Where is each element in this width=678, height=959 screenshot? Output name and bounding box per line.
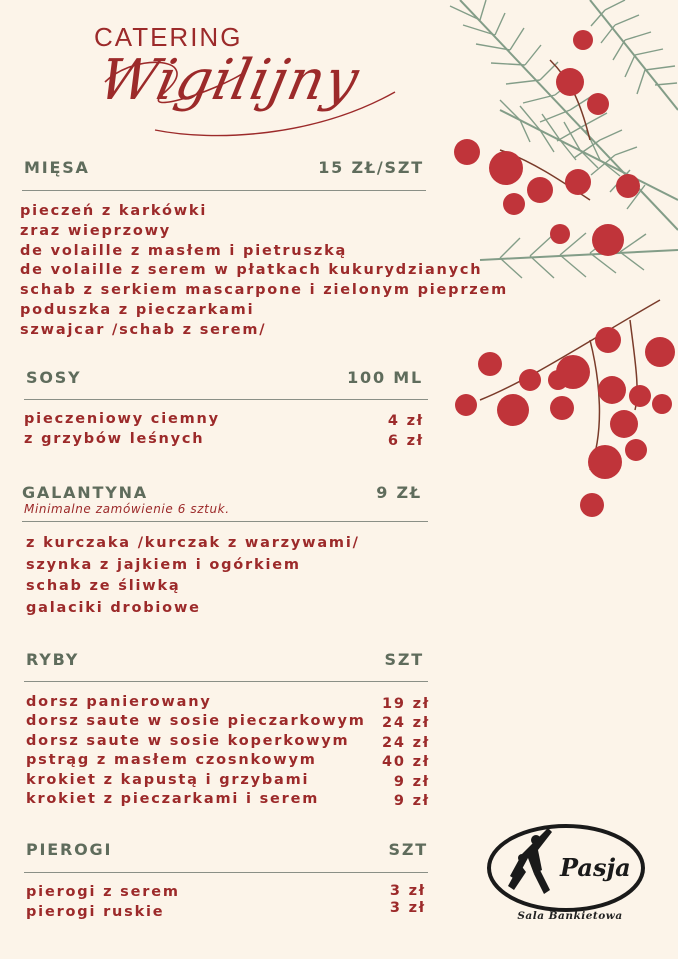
- price-value: 6 zł: [387, 432, 424, 449]
- list-item: zraz wieprzowy: [20, 222, 172, 239]
- list-item: pstrąg z masłem czosnkowym: [26, 752, 317, 769]
- section-price-pierogi: SZT: [388, 840, 428, 859]
- section-price-miesa: 15 ZŁ/SZT: [318, 158, 424, 177]
- list-item: de volaille z serem w płatkach kukurydzianych: [20, 262, 483, 279]
- divider: [24, 681, 428, 682]
- section-price-galantyna: 9 ZŁ: [376, 483, 422, 502]
- list-item: dorsz saute w sosie koperkowym: [26, 732, 350, 749]
- list-item: pierogi ruskie: [26, 903, 165, 920]
- price-value: 19 zł: [381, 696, 430, 712]
- list-miesa: [20, 202, 508, 341]
- list-sosy: [24, 410, 220, 449]
- price-value: 24 zł: [381, 734, 430, 751]
- section-title-ryby: RYBY: [26, 650, 80, 669]
- list-item: pieczeń z karkówki: [20, 203, 208, 219]
- wigilijny-script-title: Wigilijny: [93, 48, 366, 113]
- list-item: dorsz panierowany: [26, 694, 212, 710]
- price-value: 3 zł: [389, 900, 426, 916]
- divider: [24, 399, 428, 400]
- list-ryby: [26, 693, 366, 809]
- list-pierogi: [26, 883, 180, 922]
- catering-title: CATERING: [94, 22, 243, 52]
- list-item: galaciki drobiowe: [26, 599, 201, 616]
- list-item: dorsz saute w sosie pieczarkowym: [26, 713, 366, 730]
- divider: [22, 521, 428, 522]
- price-value: 24 zł: [381, 715, 430, 732]
- price-value: 4 zł: [387, 413, 424, 429]
- list-item: pierogi z serem: [26, 884, 180, 900]
- section-price-ryby: SZT: [384, 650, 424, 669]
- prices-ryby: [360, 695, 430, 811]
- minimum-order-note: Minimalne zamówienie 6 sztuk.: [24, 502, 230, 516]
- section-price-sosy: 100 ML: [347, 368, 423, 387]
- list-item: pieczeniowy ciemny: [24, 411, 220, 427]
- section-title-sosy: SOSY: [26, 368, 82, 387]
- list-item: z grzybów leśnych: [24, 430, 205, 447]
- price-value: 9 zł: [393, 793, 430, 810]
- logo-name: Pasja: [560, 853, 631, 882]
- section-title-pierogi: PIEROGI: [26, 840, 113, 859]
- list-item: krokiet z pieczarkami i serem: [26, 791, 320, 808]
- price-value: 3 zł: [389, 883, 426, 899]
- price-value: 9 zł: [393, 773, 430, 790]
- list-item: poduszka z pieczarkami: [20, 301, 255, 318]
- list-item: schab ze śliwką: [26, 578, 181, 594]
- list-galantyna: [26, 533, 360, 619]
- price-value: 40 zł: [381, 754, 430, 771]
- list-item: z kurczaka /kurczak z warzywami/: [26, 535, 360, 551]
- logo-subtitle: Sala Bankietowa: [517, 910, 623, 922]
- prices-pierogi: [360, 883, 426, 917]
- list-item: szynka z jajkiem i ogórkiem: [26, 556, 301, 573]
- divider: [24, 872, 428, 873]
- list-item: krokiet z kapustą i grzybami: [26, 771, 310, 788]
- list-item: szwajcar /schab z serem/: [20, 321, 267, 338]
- section-title-miesa: MIĘSA: [24, 158, 90, 177]
- list-item: schab z serkiem mascarpone i zielonym pieprzem: [20, 282, 509, 299]
- prices-sosy: [360, 412, 424, 451]
- section-title-galantyna: GALANTYNA: [22, 483, 148, 502]
- divider: [22, 190, 426, 191]
- list-item: de volaille z masłem i pietruszką: [20, 242, 348, 259]
